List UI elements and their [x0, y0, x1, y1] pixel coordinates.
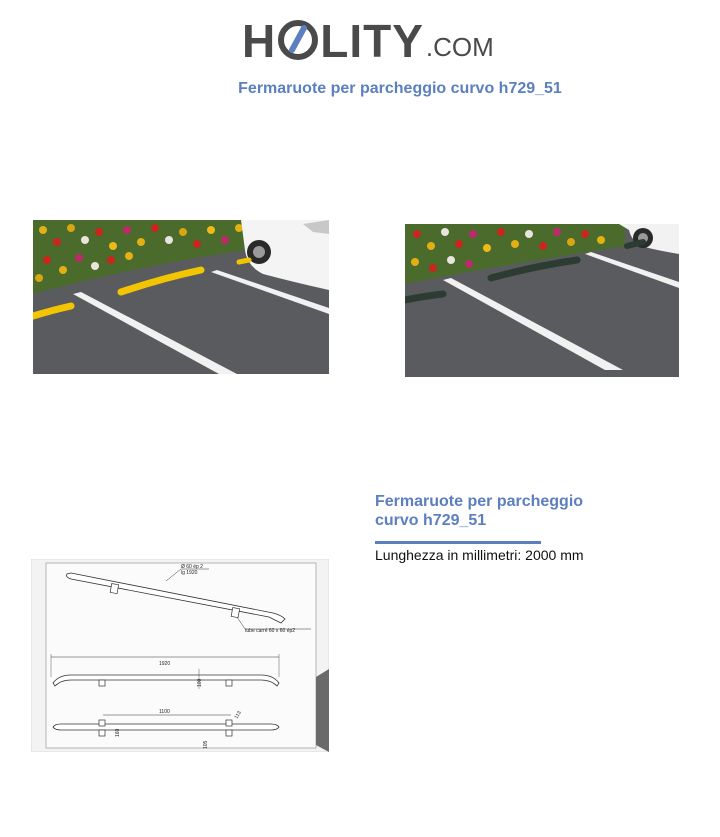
logo-suffix: .COM — [425, 32, 494, 62]
dim-height: 100 — [197, 678, 203, 687]
product-spec-length: Lunghezza in millimetri: 2000 mm — [375, 547, 584, 563]
product-photo-green — [405, 224, 679, 377]
product-name: Fermaruote per parcheggio curvo h729_51 — [375, 493, 584, 529]
callout-diameter: Ø 60 ép 2 — [181, 564, 203, 570]
dim-small: 113 — [233, 710, 243, 720]
technical-drawing — [31, 559, 329, 752]
site-logo[interactable] — [242, 14, 494, 67]
callout-length: lg 1920 — [181, 570, 198, 576]
dim-spacing: 1100 — [159, 709, 170, 715]
dim-length: 1920 — [159, 661, 171, 667]
dim-bottom: 105 — [203, 740, 209, 749]
callout-tube: tube carré 60 x 60 ép2 — [245, 628, 296, 634]
logo-letters-lity: LITY — [320, 15, 424, 67]
globe-o-icon — [278, 20, 318, 60]
product-photo-yellow — [33, 220, 329, 374]
dim-left: 160 — [115, 728, 121, 737]
title-underline — [375, 541, 541, 544]
page-title: Fermaruote per parcheggio curvo h729_51 — [238, 80, 562, 97]
logo-letter-h: H — [242, 15, 277, 67]
